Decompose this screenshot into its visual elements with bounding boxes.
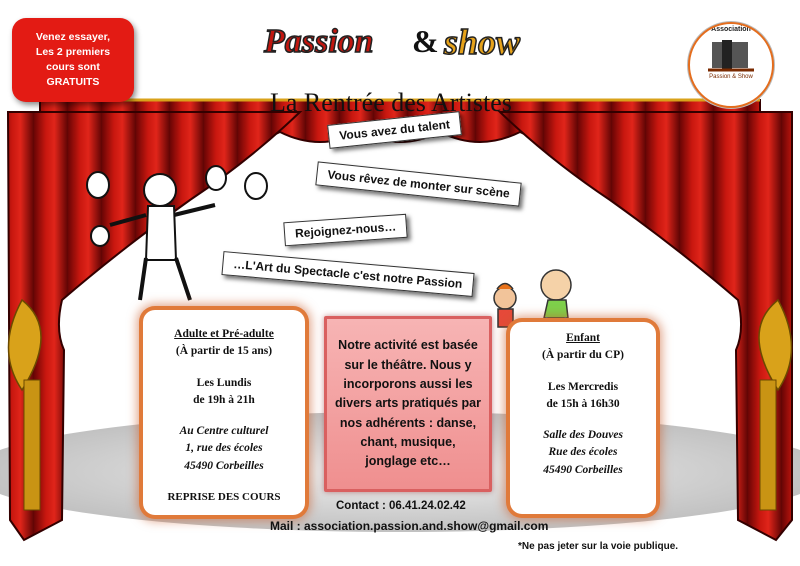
adult-panel-age: (À partir de 15 ans)	[175, 345, 273, 358]
free-trial-badge	[12, 18, 134, 102]
tagline-talent: Vous avez du talent	[327, 111, 462, 149]
association-logo-subtitle: Passion & Show	[709, 74, 753, 80]
activity-description: Notre activité est basée sur le théâtre. Nous y incorporons aussi les divers arts pratiqués par nos adhérents : danse, chant, musique, jonglage etc…	[335, 338, 481, 469]
logo-word-show: show	[444, 22, 521, 62]
contact-phone: Contact : 06.41.24.02.42	[336, 500, 466, 512]
headline: La Rentrée des Artistes	[270, 88, 512, 117]
adult-panel-city: 45490 Corbeilles	[184, 459, 264, 472]
adult-class-panel	[143, 310, 305, 515]
child-panel-time: de 15h à 16h30	[546, 397, 620, 410]
tagline-art-passion: …L'Art du Spectacle c'est notre Passion	[221, 251, 474, 297]
passion-and-show-logo	[262, 12, 562, 68]
adult-panel-day: Les Lundis	[196, 376, 252, 389]
activity-description-panel	[324, 316, 492, 492]
adult-panel-footer: REPRISE DES COURS	[167, 490, 281, 503]
tagline-dream-stage: Vous rêvez de monter sur scène	[315, 161, 522, 206]
contact-email: Mail : association.passion.and.show@gmail.com	[270, 519, 549, 533]
child-panel-city: 45490 Corbeilles	[543, 463, 623, 476]
association-logo	[688, 22, 774, 108]
footnote: *Ne pas jeter sur la voie publique.	[518, 541, 679, 552]
promo-line: GRATUITS	[46, 76, 100, 89]
child-panel-age: (À partir du CP)	[542, 349, 624, 362]
logo-word-passion: Passion	[264, 23, 374, 60]
child-panel-day: Les Mercredis	[547, 380, 619, 393]
child-class-panel	[510, 322, 656, 514]
logo-ampersand: &	[412, 23, 439, 59]
promo-line: cours sont	[46, 61, 100, 73]
promo-line: Venez essayer,	[35, 30, 111, 43]
adult-panel-time: de 19h à 21h	[193, 393, 255, 406]
child-panel-title: Enfant	[566, 332, 600, 344]
child-panel-street: Rue des écoles	[548, 446, 618, 459]
child-panel-venue: Salle des Douves	[543, 429, 623, 441]
association-logo-art	[704, 36, 758, 76]
promo-line: Les 2 premiers	[35, 45, 111, 58]
association-logo-title: Association	[711, 26, 751, 33]
adult-panel-venue: Au Centre culturel	[179, 425, 269, 437]
adult-panel-street: 1, rue des écoles	[185, 442, 263, 455]
adult-panel-title: Adulte et Pré-adulte	[174, 328, 274, 340]
tagline-join-us: Rejoignez-nous…	[283, 214, 408, 247]
